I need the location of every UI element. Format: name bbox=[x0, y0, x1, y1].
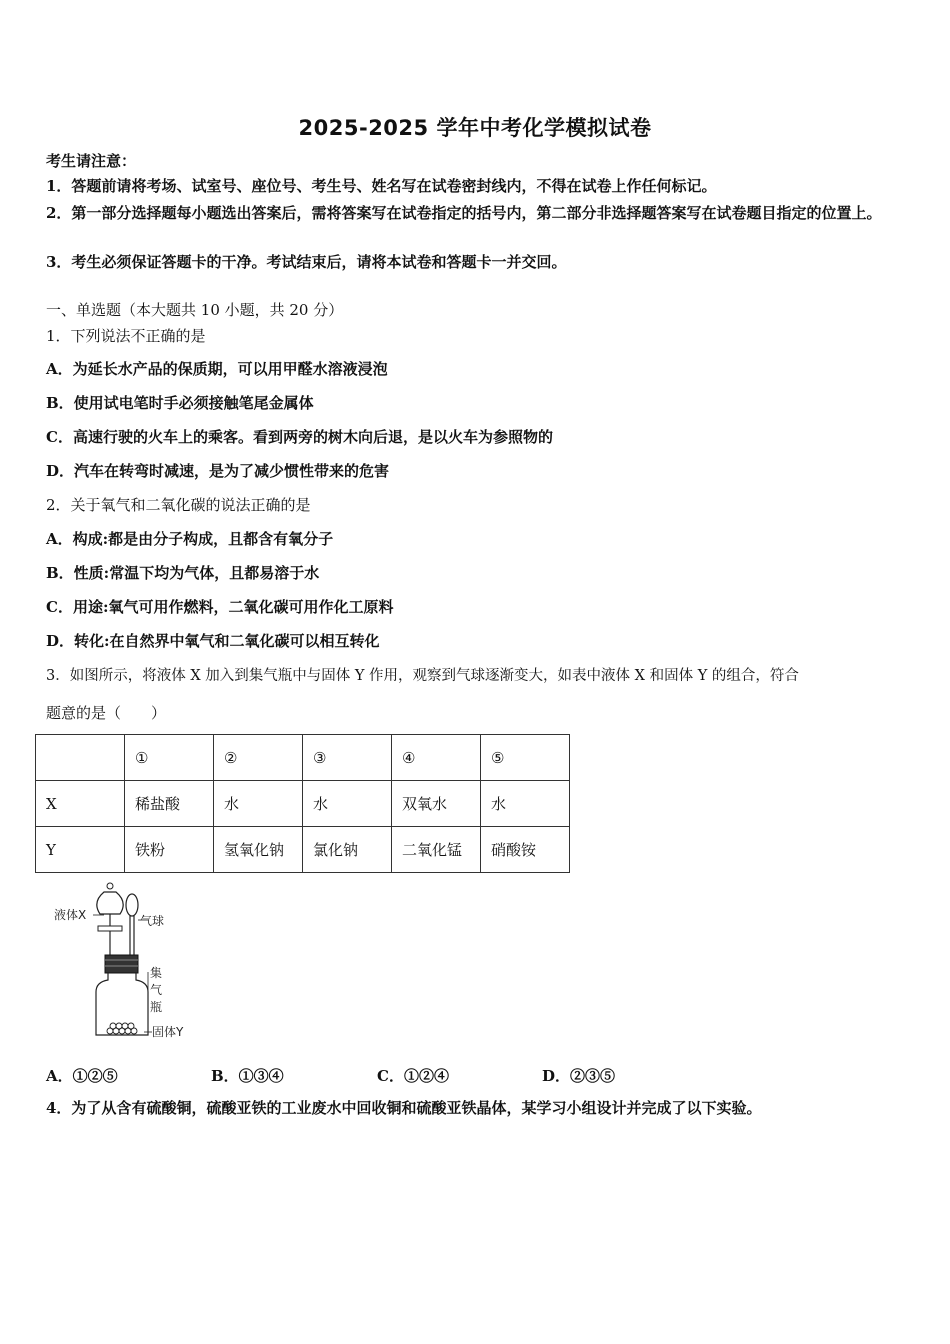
q3-option-c: C．①②④ bbox=[377, 1067, 449, 1085]
table-cell: 硝酸铵 bbox=[481, 827, 570, 873]
q1-stem: 1．下列说法不正确的是 bbox=[46, 327, 206, 345]
table-cell: ⑤ bbox=[481, 735, 570, 781]
q2-stem: 2．关于氧气和二氧化碳的说法正确的是 bbox=[46, 496, 311, 514]
q1-option-d: D．汽车在转弯时减速，是为了减少惯性带来的危害 bbox=[46, 462, 390, 480]
label-bottle-2: 气 bbox=[150, 983, 163, 997]
q3-stem-line2: 题意的是（ ） bbox=[46, 704, 167, 722]
q2-option-d: D．转化:在自然界中氧气和二氧化碳可以相互转化 bbox=[46, 632, 380, 650]
q1-option-c: C．高速行驶的火车上的乘客。看到两旁的树木向后退，是以火车为参照物的 bbox=[46, 428, 553, 446]
table-cell: Y bbox=[36, 827, 125, 873]
q1-option-b: B．使用试电笔时手必须接触笔尾金属体 bbox=[46, 394, 314, 412]
table-cell: ② bbox=[214, 735, 303, 781]
notice-item-2: 2．第一部分选择题每小题选出答案后，需将答案写在试卷指定的括号内，第二部分非选择题答案写在试卷题目指定的位置上。 bbox=[46, 204, 882, 222]
q3-option-d: D．②③⑤ bbox=[542, 1067, 616, 1085]
table-row bbox=[36, 781, 570, 827]
notice-heading: 考生请注意： bbox=[46, 152, 137, 170]
table-cell: 水 bbox=[303, 781, 392, 827]
q3-option-a: A．①②⑤ bbox=[46, 1067, 118, 1085]
page-title: 2025-2025 学年中考化学模拟试卷 bbox=[298, 116, 652, 140]
table-row bbox=[36, 735, 570, 781]
table-cell: 双氧水 bbox=[392, 781, 481, 827]
table-row bbox=[36, 827, 570, 873]
apparatus-figure bbox=[52, 880, 212, 1045]
q3-table bbox=[35, 734, 570, 873]
notice-item-3: 3．考生必须保证答题卡的干净。考试结束后，请将本试卷和答题卡一并交回。 bbox=[46, 253, 567, 271]
label-bottle-3: 瓶 bbox=[150, 1000, 163, 1014]
section-heading: 一、单选题（本大题共 10 小题，共 20 分） bbox=[46, 301, 344, 319]
q4-stem: 4．为了从含有硫酸铜，硫酸亚铁的工业废水中回收铜和硫酸亚铁晶体，某学习小组设计并完成了以下实验。 bbox=[46, 1099, 762, 1117]
q3-option-b: B．①③④ bbox=[211, 1067, 284, 1085]
q2-option-c: C．用途:氧气可用作燃料，二氧化碳可用作化工原料 bbox=[46, 598, 394, 616]
table-cell: X bbox=[36, 781, 125, 827]
table-cell bbox=[36, 735, 125, 781]
q2-option-a: A．构成:都是由分子构成，且都含有氧分子 bbox=[46, 530, 334, 548]
label-bottle-1: 集 bbox=[150, 966, 163, 980]
table-cell: 二氧化锰 bbox=[392, 827, 481, 873]
q2-option-b: B．性质:常温下均为气体，且都易溶于水 bbox=[46, 564, 320, 582]
q1-option-a: A．为延长水产品的保质期，可以用甲醛水溶液浸泡 bbox=[46, 360, 388, 378]
table-cell: ① bbox=[125, 735, 214, 781]
table-cell: 氯化钠 bbox=[303, 827, 392, 873]
table-cell: 氢氧化钠 bbox=[214, 827, 303, 873]
q3-stem-line1: 3．如图所示，将液体 X 加入到集气瓶中与固体 Y 作用，观察到气球逐渐变大，如表中液体 X 和固体 Y 的组合，符合 bbox=[46, 668, 799, 684]
label-solid-y: 固体Y bbox=[152, 1025, 184, 1039]
table-cell: 铁粉 bbox=[125, 827, 214, 873]
notice-item-1: 1．答题前请将考场、试室号、座位号、考生号、姓名写在试卷密封线内，不得在试卷上作任何标记。 bbox=[46, 177, 717, 195]
label-liquid-x: 液体X bbox=[54, 908, 87, 922]
table-cell: ③ bbox=[303, 735, 392, 781]
table-cell: ④ bbox=[392, 735, 481, 781]
table-cell: 稀盐酸 bbox=[125, 781, 214, 827]
table-cell: 水 bbox=[481, 781, 570, 827]
table-cell: 水 bbox=[214, 781, 303, 827]
label-balloon: 气球 bbox=[140, 914, 165, 928]
